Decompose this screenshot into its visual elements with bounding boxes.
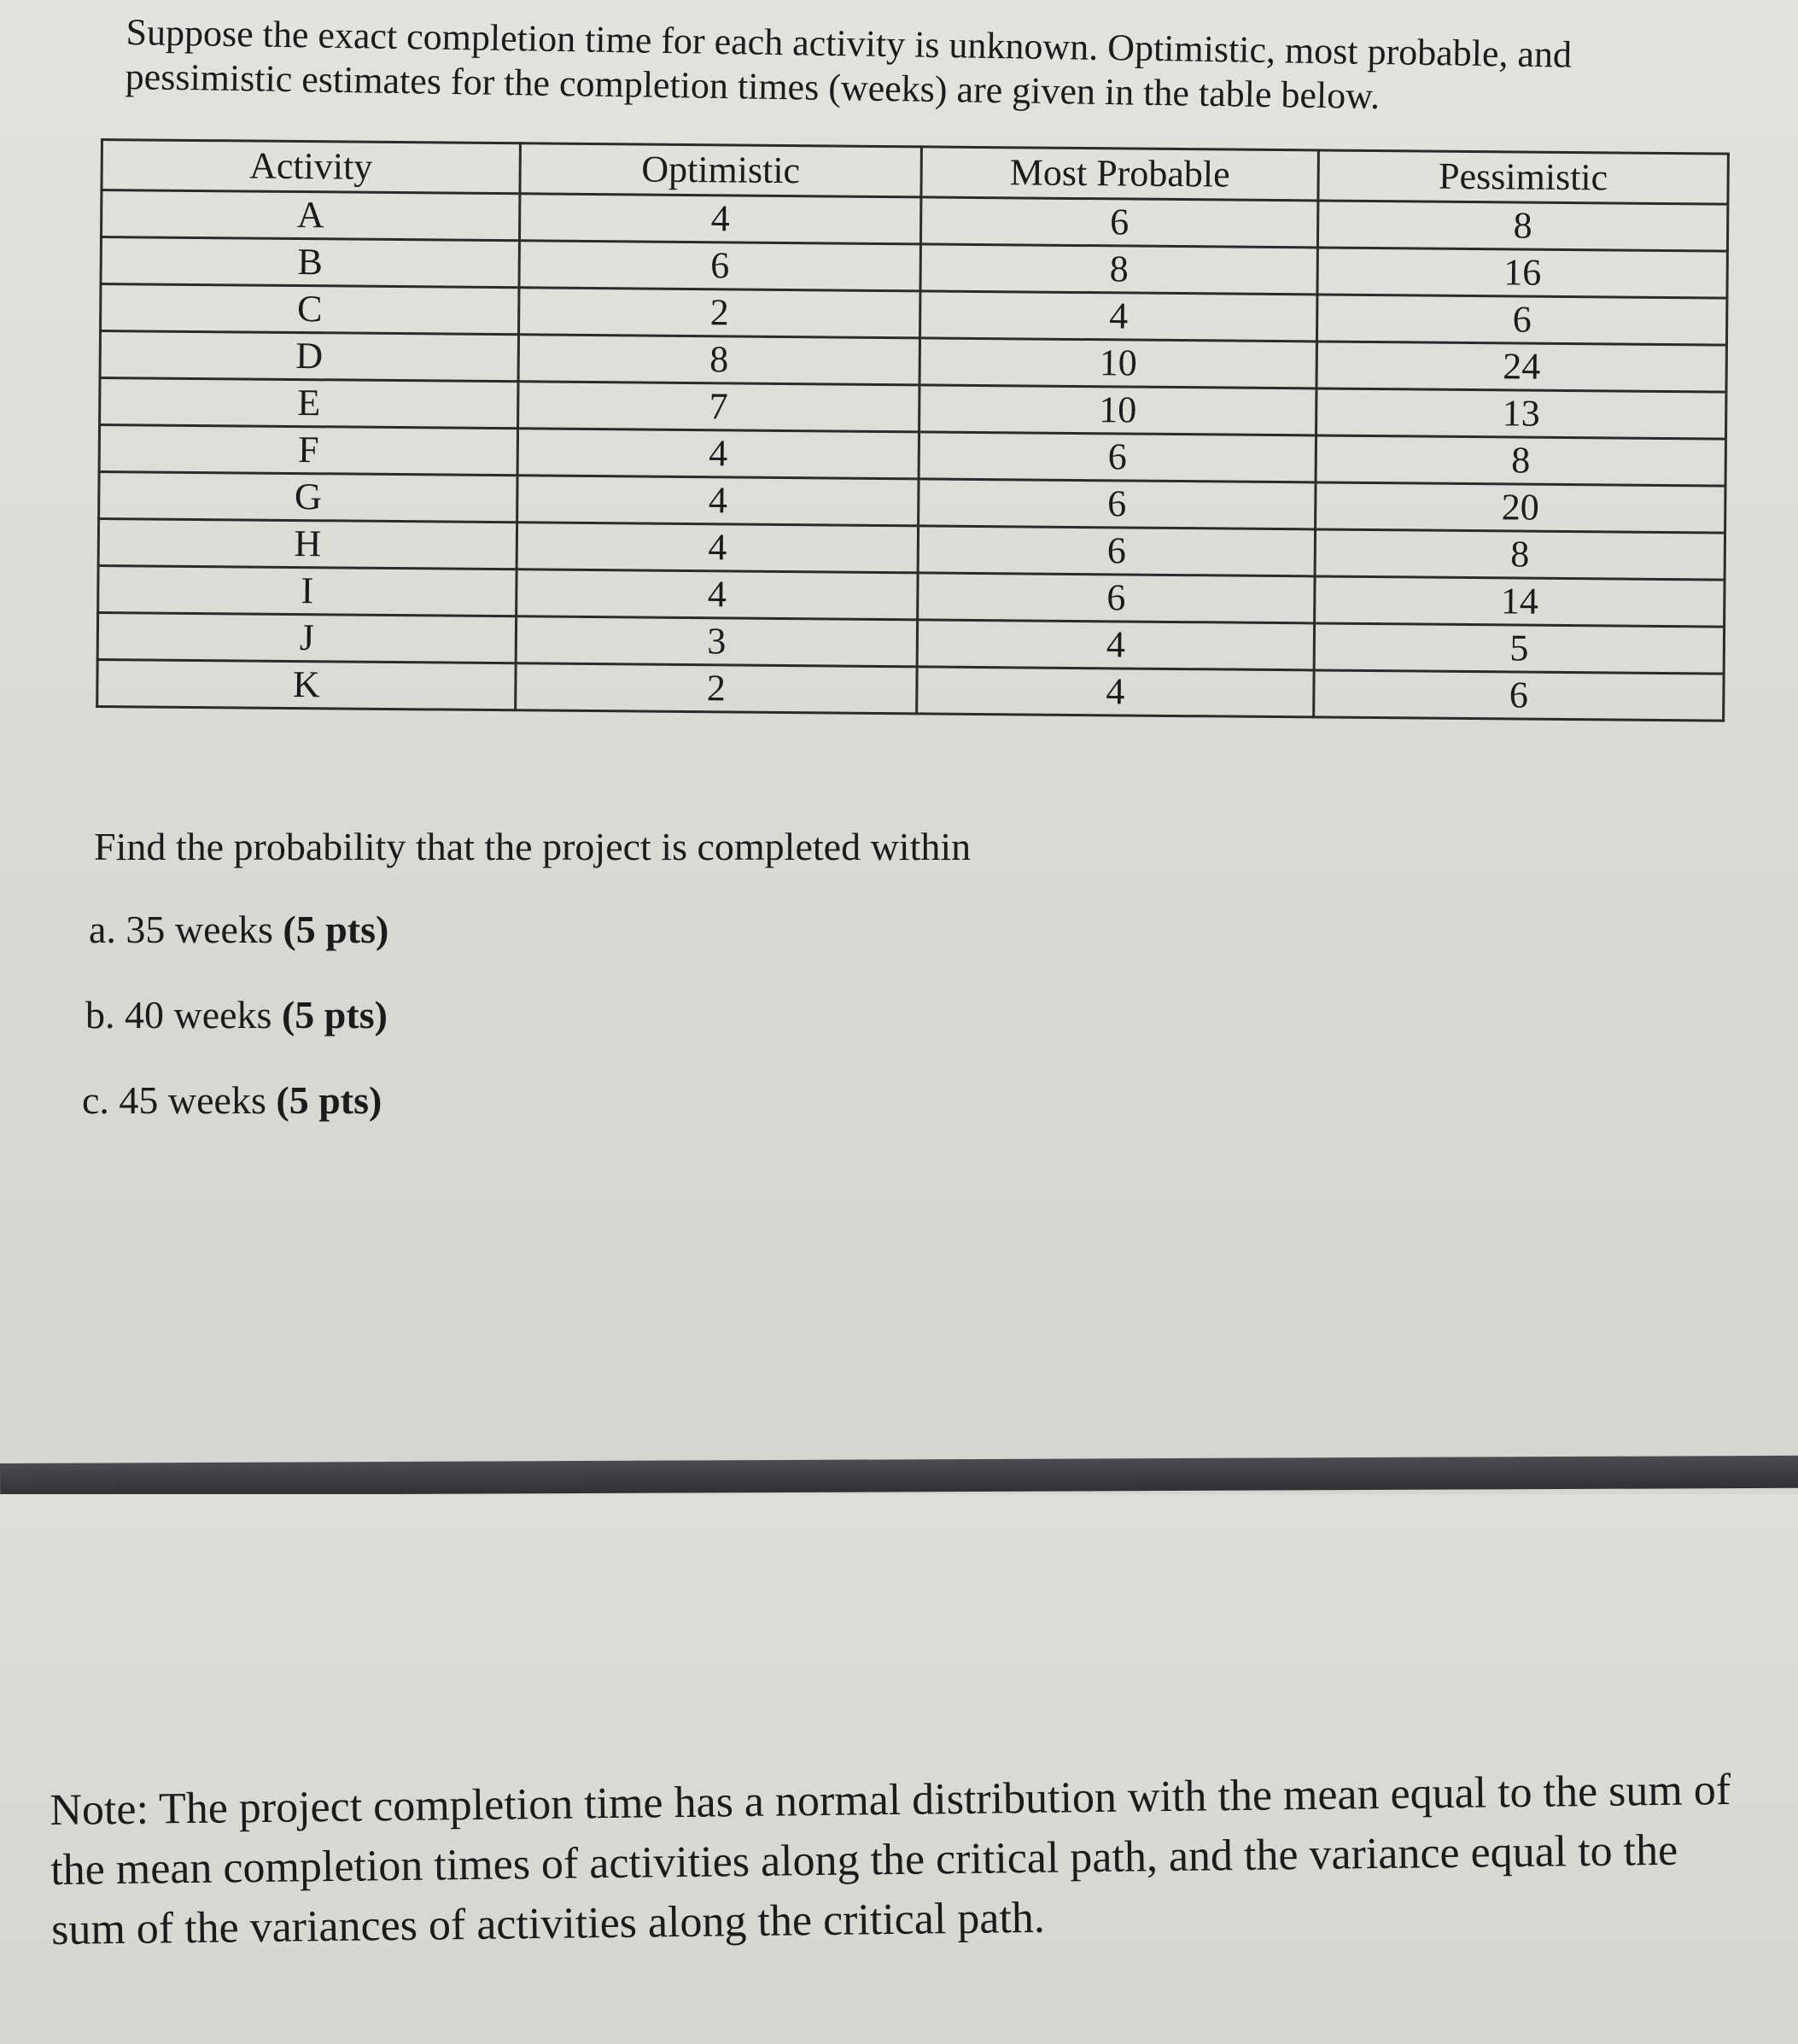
header-pessimistic: Pessimistic (1318, 150, 1728, 204)
activity-cell: B (101, 237, 519, 288)
most-probable-cell: 10 (919, 338, 1316, 388)
activity-cell: F (99, 425, 517, 476)
estimates-table (96, 138, 1730, 722)
optimistic-cell: 4 (517, 429, 919, 479)
part-a-label: a. 35 weeks (89, 908, 273, 951)
most-probable-cell: 4 (917, 620, 1314, 670)
pessimistic-cell: 6 (1316, 295, 1726, 345)
optimistic-cell: 4 (519, 194, 920, 244)
activity-cell: D (100, 331, 518, 382)
activity-cell: E (100, 378, 518, 429)
optimistic-cell: 2 (519, 288, 920, 338)
pessimistic-cell: 6 (1314, 670, 1724, 721)
activity-cell: K (97, 659, 516, 710)
optimistic-cell: 4 (517, 523, 918, 573)
pessimistic-cell: 8 (1316, 435, 1725, 486)
activity-cell: C (101, 284, 519, 335)
pessimistic-cell: 16 (1317, 248, 1727, 298)
part-c-label: c. 45 weeks (82, 1078, 266, 1122)
most-probable-cell: 10 (919, 385, 1316, 435)
part-b-label: b. 40 weeks (85, 993, 272, 1037)
header-most-probable: Most Probable (921, 147, 1318, 201)
most-probable-cell: 6 (918, 526, 1315, 576)
most-probable-cell: 4 (919, 291, 1316, 342)
optimistic-cell: 8 (518, 335, 919, 385)
note-text: Note: The project completion time has a normal distribution with the mean equal to the sum of the mean completion times of activities along the critical path, and the variance equal to the sum of the variances of activities along the critical path. (50, 1765, 1731, 1954)
most-probable-cell: 4 (917, 667, 1314, 717)
activity-cell: J (97, 612, 516, 663)
page-divider (0, 1456, 1798, 1496)
most-probable-cell: 6 (918, 573, 1315, 623)
activity-cell: I (98, 565, 517, 616)
pessimistic-cell: 24 (1316, 342, 1726, 392)
intro-text: Suppose the exact completion time for each activity is unknown. Optimistic, most probable, and pessimistic estimates for the completion times (weeks) are given in the table below. (125, 10, 1573, 118)
header-optimistic: Optimistic (520, 143, 921, 197)
optimistic-cell: 4 (517, 476, 919, 526)
header-activity: Activity (102, 140, 520, 194)
part-a-points: (5 pts) (283, 908, 389, 951)
optimistic-cell: 3 (516, 616, 917, 667)
pessimistic-cell: 8 (1317, 201, 1727, 251)
optimistic-cell: 7 (518, 382, 919, 432)
part-c-points: (5 pts) (276, 1078, 382, 1122)
optimistic-cell: 2 (516, 663, 917, 714)
most-probable-cell: 6 (919, 432, 1316, 482)
question-text: Find the probability that the project is completed within (94, 825, 972, 868)
pessimistic-cell: 8 (1315, 529, 1725, 580)
activity-cell: H (98, 518, 517, 569)
pessimistic-cell: 13 (1316, 388, 1726, 439)
most-probable-cell: 6 (919, 479, 1316, 529)
optimistic-cell: 6 (519, 241, 920, 291)
part-b-points: (5 pts) (281, 993, 388, 1037)
part-a (89, 907, 388, 952)
part-b (85, 992, 388, 1037)
most-probable-cell: 6 (920, 197, 1317, 248)
pessimistic-cell: 20 (1316, 482, 1725, 533)
estimates-table-container (96, 138, 1727, 722)
optimistic-cell: 4 (517, 569, 918, 620)
activity-cell: A (101, 190, 519, 241)
most-probable-cell: 8 (920, 244, 1317, 295)
activity-cell: G (99, 471, 517, 522)
pessimistic-cell: 5 (1314, 623, 1724, 674)
part-c (82, 1077, 382, 1123)
pessimistic-cell: 14 (1315, 576, 1725, 627)
